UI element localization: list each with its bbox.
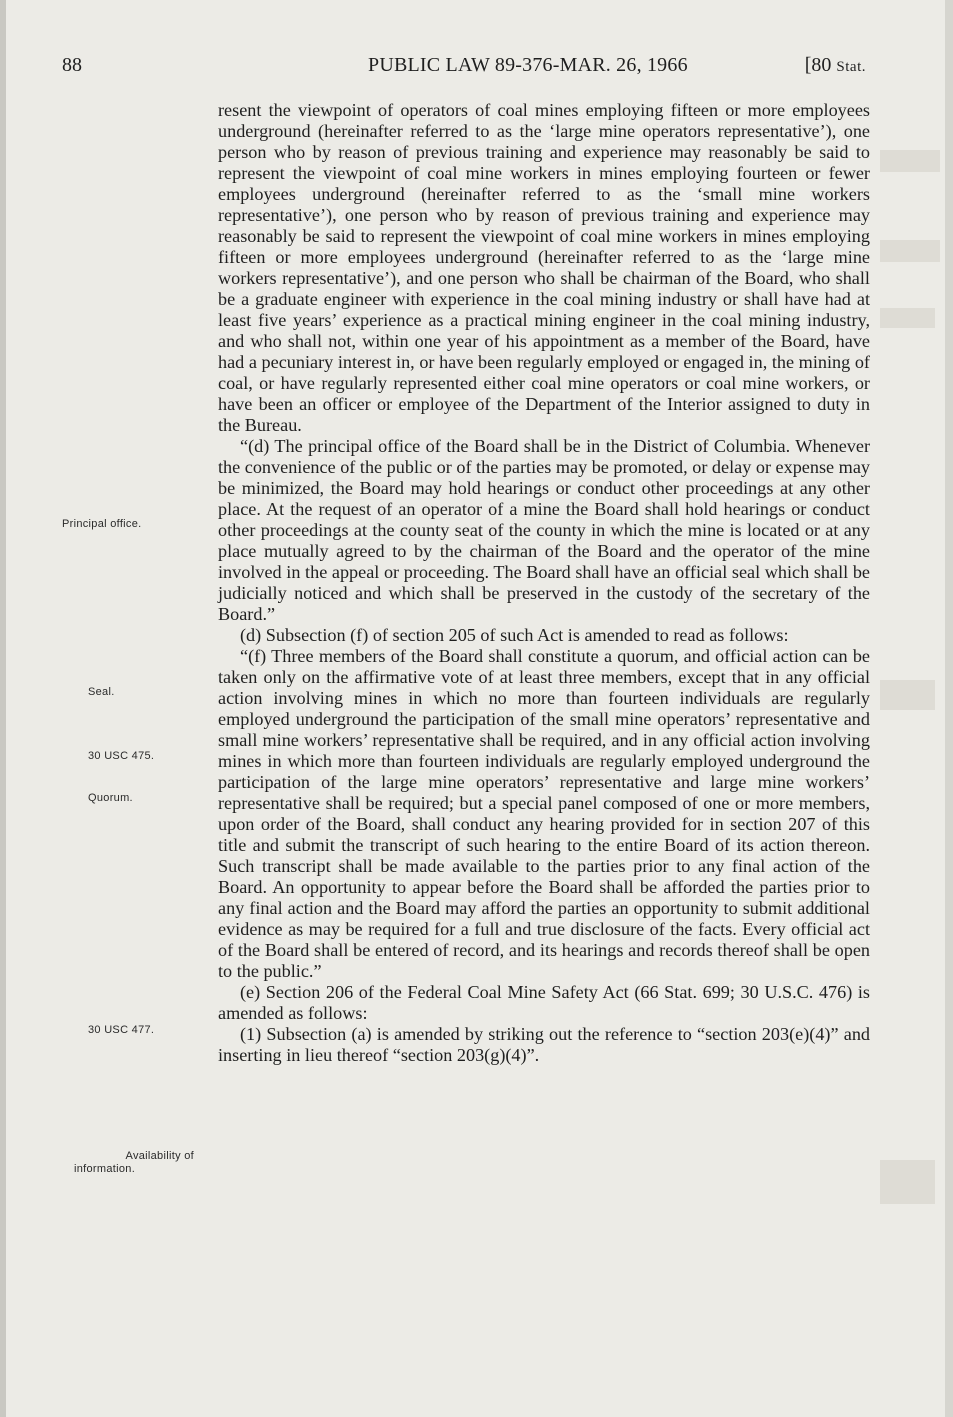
- paragraph-subsection-a-amendment: (1) Subsection (a) is amended by striking out the reference to “section 203(e)(4)” and inserting in lieu thereof “section 203(g)(4)”.: [218, 1024, 870, 1065]
- page-edge-shadow-right: [945, 0, 953, 1417]
- statute-reference: [805, 54, 866, 77]
- margin-note-principal-office: Principal office.: [62, 518, 142, 530]
- bleed-through-mark: [880, 150, 940, 172]
- paragraph-quorum: “(f) Three members of the Board shall constitute a quorum, and official action can be taken only on the affirmative vote of at least three members, except that in any official action involving mines in which no more than fourteen individuals are regularly employed underground the participation of the small mine operators’ representative and small mine workers’ representative shall be required, and in any official action involving mines in which more than fourteen individuals are regularly employed underground the participation of the large mine operators’ representative and large mine workers’ representative shall be required; but a special panel composed of one or more members, upon order of the Board, shall conduct any hearing provided for in section 207 of this title and submit the transcript of such hearing to the entire Board of its action thereon. Such transcript shall be made available to the parties prior to any final action of the Board. An opportunity to appear before the Board shall be afforded the parties prior to any final action and the Board may afford the parties an opportunity to submit additional evidence as may be required for a full and true disclosure of the facts. Every official act of the Board shall be entered of record, and its hearings and records thereof shall be open to the public.”: [218, 646, 870, 981]
- margin-note-seal: Seal.: [88, 686, 115, 698]
- paragraph-board-composition: resent the viewpoint of operators of coal mines employing fifteen or more employees underground (hereinafter referred to as the ‘large mine operators representative’), one person who by reason of previous training and experience may reasonably be said to represent the viewpoint of coal mine workers in mines employing fourteen or fewer employees underground (hereinafter referred to as the ‘small mine workers representative’), one person who by reason of previous training and experience may reasonably be said to represent the viewpoint of coal mine workers in mines employing fifteen or more employees underground (hereinafter referred to as the ‘large mine workers representative’), and one person who shall be chairman of the Board, who shall be a graduate engineer with experience in the coal mining industry or shall have had at least five years’ experience as a practical mining engineer in the coal mining industry, and who shall not, within one year of his appointment as a member of the Board, have had a pecuniary interest in, or have been regularly employed or engaged in, the mining of coal, or have regularly represented either coal mine operators or coal mine workers, or have been an officer or employee of the Department of the Interior assigned to duty in the Bureau.: [218, 100, 870, 435]
- paragraph-section-206-amendment: (e) Section 206 of the Federal Coal Mine Safety Act (66 Stat. 699; 30 U.S.C. 476) is amended as follows:: [218, 982, 870, 1023]
- paragraph-subsection-f-amendment: (d) Subsection (f) of section 205 of such Act is amended to read as follows:: [240, 625, 789, 645]
- margin-note-availability-line2: information.: [74, 1163, 136, 1175]
- page-number: 88: [62, 54, 82, 76]
- margin-note-quorum: Quorum.: [88, 792, 133, 804]
- running-header: [62, 54, 872, 82]
- margin-note-usc-475: 30 USC 475.: [88, 750, 155, 762]
- stat-volume: [80: [804, 54, 837, 76]
- margin-note-availability: [62, 1150, 194, 1176]
- bleed-through-mark: [880, 680, 935, 710]
- stat-label: Stat.: [836, 59, 866, 75]
- paragraph-principal-office: “(d) The principal office of the Board shall be in the District of Columbia. Whenever the convenience of the public or of the parties may be promoted, or delay or expense may be minimized, the Board may hold hearings or conduct other proceedings at any other place. At the request of an operator of a mine the Board shall hold hearings or conduct other proceedings at the county seat of the county in which the mine is located or at any place mutually agreed to by the chairman of the Board and the operator of the mine involved in the appeal or proceeding. The Board shall have an official seal which shall be judicially noticed and which shall be preserved in the custody of the secretary of the Board.”: [218, 436, 870, 624]
- running-title: PUBLIC LAW 89-376-MAR. 26, 1966: [368, 54, 688, 76]
- bleed-through-mark: [880, 240, 940, 262]
- page-edge-shadow: [0, 0, 6, 1417]
- statute-body: [218, 100, 870, 1066]
- margin-note-usc-477: 30 USC 477.: [88, 1024, 155, 1036]
- bleed-through-mark: [880, 308, 935, 328]
- margin-note-availability-line1: Availability of: [125, 1150, 194, 1162]
- bleed-through-mark: [880, 1160, 935, 1204]
